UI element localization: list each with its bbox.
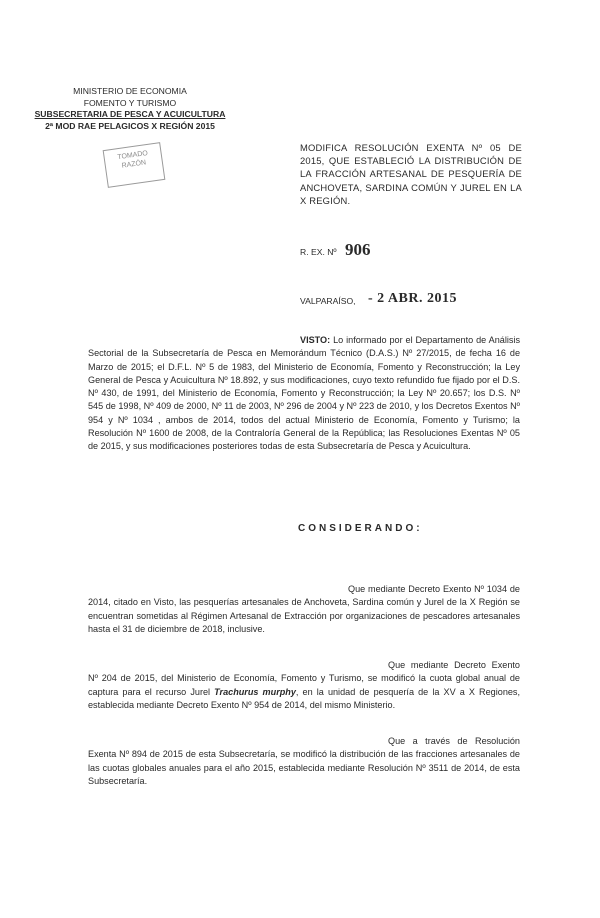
resolution-label: R. EX. Nº <box>300 247 337 257</box>
header-ministry-sub: FOMENTO Y TURISMO <box>83 97 177 108</box>
considerando-heading: CONSIDERANDO: <box>298 523 423 534</box>
resolution-date: - 2 ABR. 2015 <box>368 291 457 306</box>
para2-text-before: Que mediante Decreto Exento Nº 204 de 2015, del Ministerio de Economía, Fomento y Turismo, se modificó la cuota global anual de captura para el recurso Jurel <box>88 660 520 697</box>
species-name: Trachurus murphy <box>214 686 296 697</box>
ministry-header <box>30 86 230 132</box>
para2-text-after: , en la unidad de pesquería de la XV a X Regiones, establecida mediante Decreto Exento Nº 954 de 2014, del mismo Ministerio. <box>88 686 521 710</box>
considerando-paragraph-3: Que a través de Resolución Exenta Nº 894 de 2015 de esta Subsecretaría, se modificó la distribución de las fracciones artesanales de las cuotas globales anuales para el año 2015, establecida mediante Resolución Nº 3511 de 2014, de esta Subsecretaría. <box>88 736 520 786</box>
visto-paragraph <box>88 334 520 454</box>
resolution-place: VALPARAÍSO, <box>300 296 356 306</box>
considerando-paragraph-2 <box>88 659 520 712</box>
header-subsecretaria: SUBSECRETARIA DE PESCA Y ACUICULTURA <box>34 109 226 119</box>
document-title: MODIFICA RESOLUCIÓN EXENTA Nº 05 DE 2015, QUE ESTABLECIÓ LA DISTRIBUCIÓN DE LA FRACCIÓN ARTESANAL DE PESQUERÍA DE ANCHOVETA, SARDINA COMÚN Y JUREL EN LA X REGIÓN. <box>300 142 522 206</box>
stamp-line-1: TOMADO <box>117 149 149 162</box>
header-ministry: MINISTERIO DE ECONOMIA <box>73 86 187 96</box>
considerando-paragraph-1: Que mediante Decreto Exento Nº 1034 de 2014, citado en Visto, las pesquerías artesanales de Anchoveta, Sardina común y Jurel de la X Región se encuentran sometidas al Régimen Artesanal de Extracción por organizaciones de pescadores artesanales hasta el 31 de diciembre de 2018, inclusive. <box>88 584 520 634</box>
header-reference: 2ª MOD RAE PELAGICOS X REGIÓN 2015 <box>45 120 215 131</box>
stamp-line-2: RAZÓN <box>121 159 147 170</box>
official-stamp <box>103 142 166 188</box>
resolution-number: 906 <box>345 240 371 259</box>
visto-label: VISTO: <box>300 335 331 345</box>
visto-text: Lo informado por el Departamento de Análisis Sectorial de la Subsecretaría de Pesca en Memorándum Técnico (D.A.S.) Nº 27/2015, de fecha 16 de Marzo de 2015; el D.F.L. Nº 5 de 1983, del Ministerio de Economía, Fomento y Reconstrucción; la Ley General de Pesca y Acuicultura Nº 18.892, y sus modificaciones, cuyo texto refundido fue fijado por el D.S. Nº 430, de 1991, del Ministerio de Economía, Fomento y Reconstrucción; la Ley Nº 20.657; los D.S. Nº 545 de 1998, Nº 409 de 2000, Nº 11 de 2003, Nº 296 de 2004 y Nº 223 de 2010, y los Decretos Exentos Nº 954 y Nº 1034 , ambos de 2014, todos del actual Ministerio de Economía, Fomento y Turismo; la Resolución Nº 1600 de 2008, de la Contraloría General de la República; las Resoluciones Exentas Nº 05 de 2015, y sus modificaciones posteriores todas de esta Subsecretaría de Pesca y Acuicultura. <box>88 335 521 452</box>
